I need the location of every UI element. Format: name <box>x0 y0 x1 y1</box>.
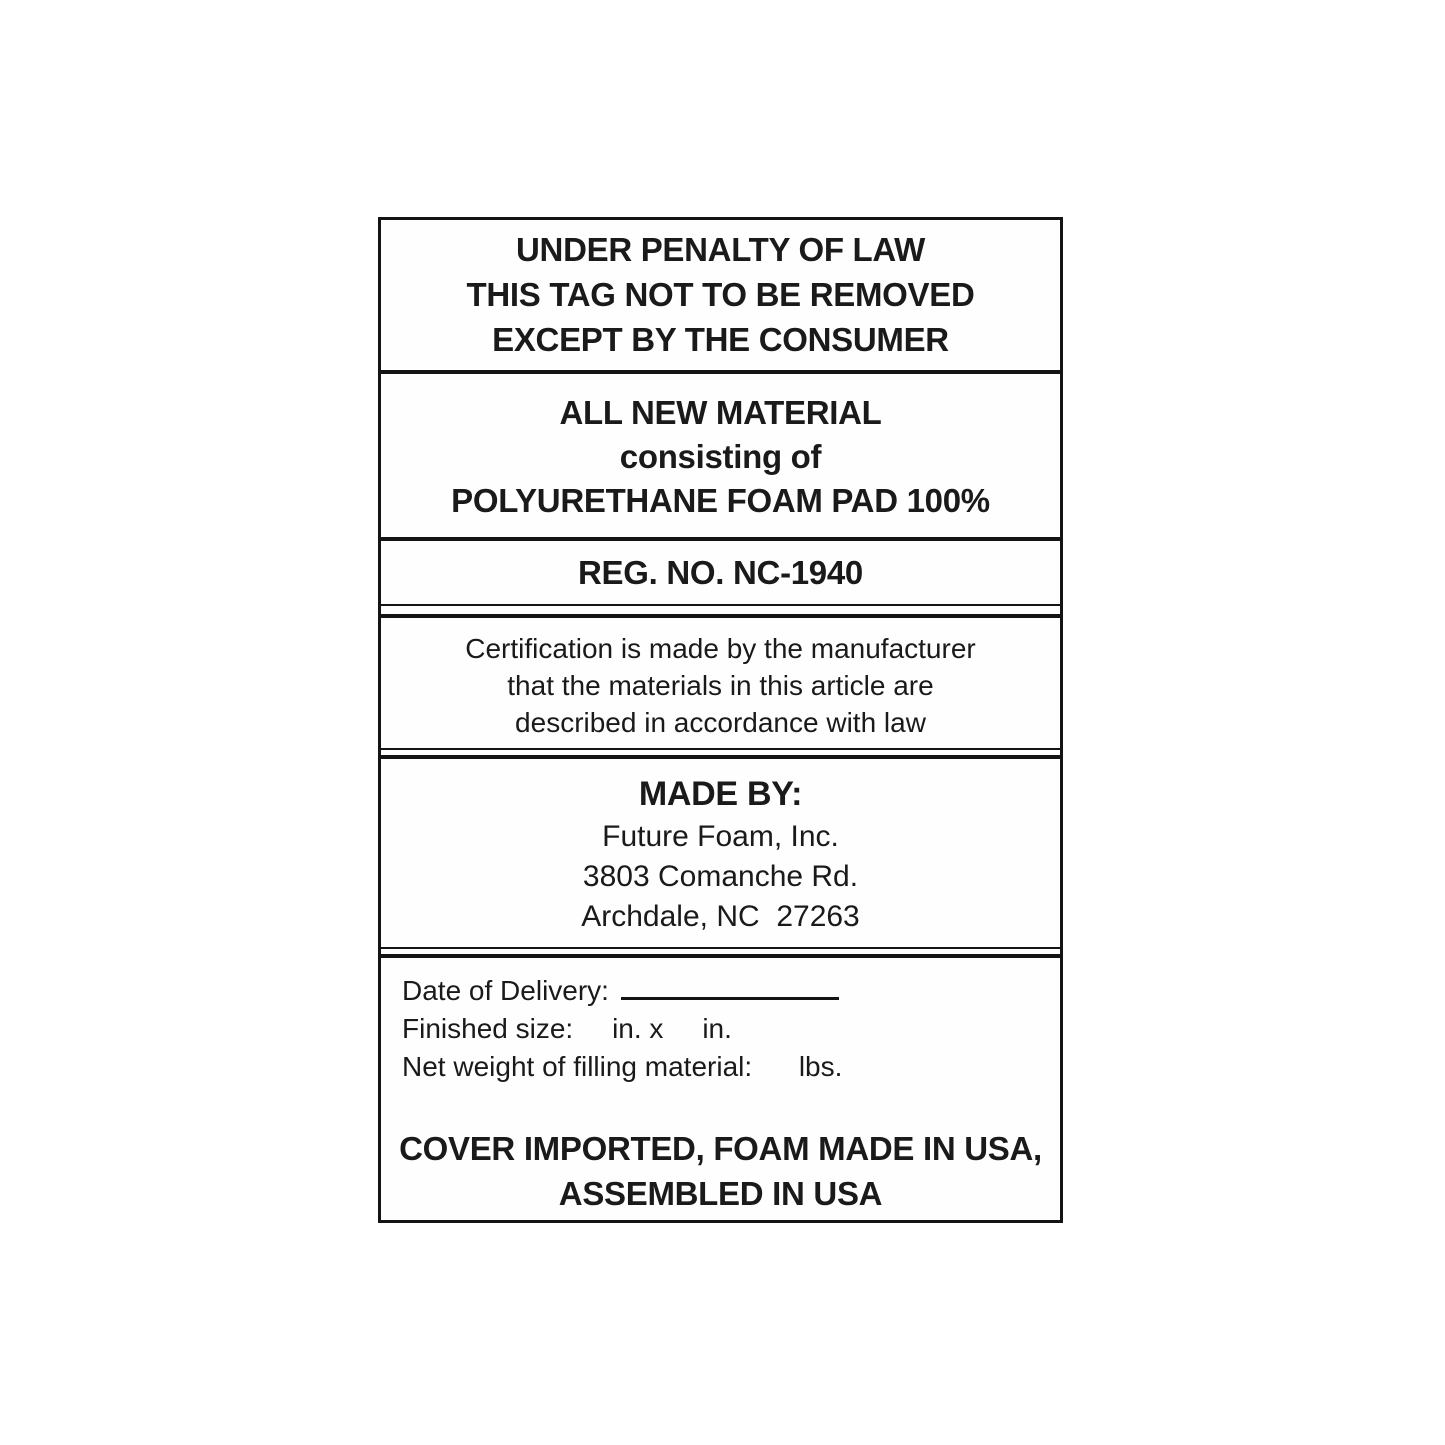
detail-lines <box>381 972 1060 1086</box>
date-of-delivery-label: Date of Delivery: <box>402 975 609 1006</box>
finished-size-row: Finished size: in. x in. <box>402 1013 732 1044</box>
penalty-line: THIS TAG NOT TO BE REMOVED <box>466 276 975 313</box>
certification-line: Certification is made by the manufacturer <box>465 633 976 664</box>
registration-section <box>381 541 1060 604</box>
registration-number: REG. NO. NC-1940 <box>578 553 863 591</box>
date-of-delivery-blank <box>621 973 839 1000</box>
origin-line: COVER IMPORTED, FOAM MADE IN USA, <box>399 1130 1042 1167</box>
material-line: ALL NEW MATERIAL <box>559 394 882 431</box>
penalty-line: EXCEPT BY THE CONSUMER <box>492 321 949 358</box>
date-of-delivery-row <box>402 972 1060 1010</box>
penalty-line: UNDER PENALTY OF LAW <box>516 231 925 268</box>
details-section <box>381 958 1060 1220</box>
net-weight-row: Net weight of filling material: lbs. <box>402 1051 843 1082</box>
origin-statement <box>381 1126 1060 1216</box>
penalty-section <box>381 220 1060 370</box>
made-by-section <box>381 759 1060 947</box>
divider-gap <box>381 606 1060 614</box>
manufacturer-city-state-zip: Archdale, NC 27263 <box>581 900 860 933</box>
law-tag-label <box>378 217 1063 1223</box>
certification-line: that the materials in this article are <box>507 670 934 701</box>
manufacturer-street: 3803 Comanche Rd. <box>582 860 859 893</box>
material-line: POLYURETHANE FOAM PAD 100% <box>451 482 990 519</box>
certification-line: described in accordance with law <box>515 707 926 738</box>
origin-line: ASSEMBLED IN USA <box>558 1175 883 1212</box>
material-section <box>381 374 1060 537</box>
manufacturer-name: Future Foam, Inc. <box>602 820 839 853</box>
material-line: consisting of <box>619 438 822 475</box>
certification-section <box>381 618 1060 748</box>
made-by-heading: MADE BY: <box>638 775 803 813</box>
